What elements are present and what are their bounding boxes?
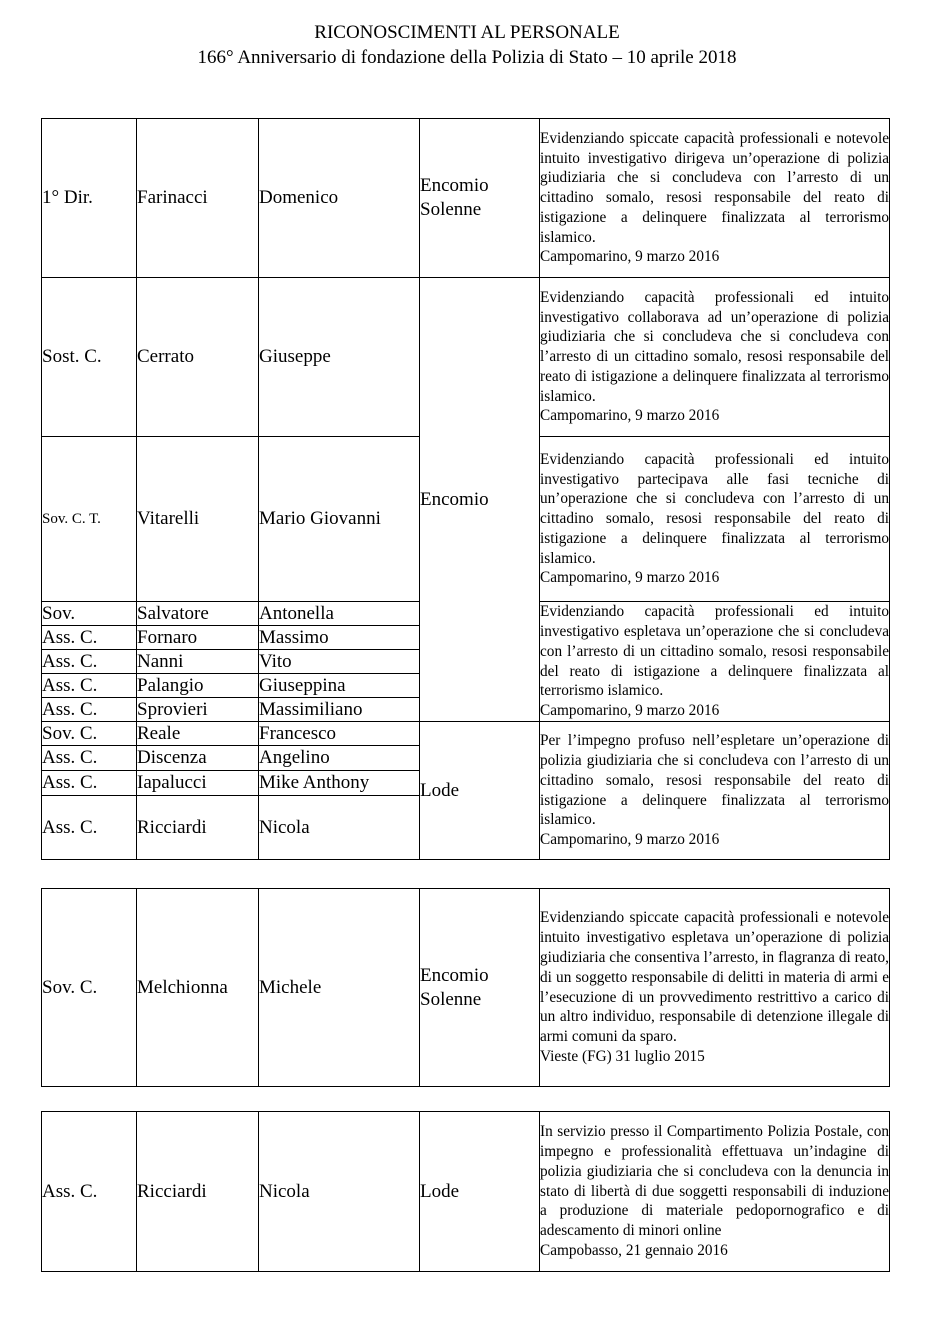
grade-cell: Ass. C. (42, 674, 137, 698)
name-cell: Francesco (259, 722, 420, 746)
table-row (42, 278, 890, 437)
awards-table-2 (41, 888, 890, 1087)
description-text: Evidenziando capacità professionali ed intuito investigativo partecipava alle fasi tecniche di un’operazione che si concludeva con l’arresto di un cittadino somalo, resosi responsabile del reato di istigazione a delinquere finalizzata al terrorismo islamico. (540, 450, 889, 567)
description-text: Per l’impegno profuso nell’espletare un’operazione di polizia giudiziaria che si concludeva con l’arresto di un cittadino somalo, resosi responsabile del reato di istigazione a delinquere finalizzata al terrorismo islamico. (540, 732, 889, 829)
table-row (42, 889, 890, 1087)
awards-table-1 (41, 118, 890, 860)
place-date: Campobasso, 21 gennaio 2016 (540, 1241, 728, 1259)
description-cell (540, 1112, 890, 1272)
grade-cell: Sov. C. T. (42, 437, 137, 602)
name-cell: Mike Anthony (259, 771, 420, 796)
document-subtitle: 166° Anniversario di fondazione della Polizia di Stato – 10 aprile 2018 (197, 47, 737, 68)
name-cell: Michele (259, 889, 420, 1087)
name-cell: Nicola (259, 1112, 420, 1272)
award-line: Lode (420, 779, 460, 801)
table-row (42, 119, 890, 278)
surname-cell: Iapalucci (137, 771, 259, 796)
surname-cell: Vitarelli (137, 437, 259, 602)
name-cell: Vito (259, 650, 420, 674)
award-line: Encomio (420, 175, 489, 196)
name-cell: Mario Giovanni (259, 437, 420, 602)
description-text: Evidenziando spiccate capacità professionali e notevole intuito investigativo dirigeva un’operazione di polizia giudiziaria che si concludeva con l’arresto di un cittadino somalo, resosi responsabile del reato di istigazione a delinquere finalizzata al terrorismo islamico. (540, 129, 889, 246)
name-cell: Massimo (259, 626, 420, 650)
grade-cell: Ass. C. (42, 746, 137, 771)
surname-cell: Cerrato (137, 278, 259, 437)
grade-cell: Sost. C. (42, 278, 137, 437)
surname-cell: Discenza (137, 746, 259, 771)
place-date: Campomarino, 9 marzo 2016 (540, 407, 720, 425)
place-date: Campomarino, 9 marzo 2016 (540, 248, 720, 266)
name-cell: Antonella (259, 602, 420, 626)
surname-cell: Farinacci (137, 119, 259, 278)
surname-cell: Reale (137, 722, 259, 746)
grade-cell: Ass. C. (42, 771, 137, 796)
description-cell (540, 722, 890, 860)
name-cell: Giuseppina (259, 674, 420, 698)
grade-cell: Ass. C. (42, 796, 137, 860)
description-cell (540, 278, 890, 437)
place-date: Campomarino, 9 marzo 2016 (540, 569, 720, 587)
award-cell (420, 1112, 540, 1272)
surname-cell: Nanni (137, 650, 259, 674)
award-line: Lode (420, 1180, 460, 1202)
surname-cell: Ricciardi (137, 796, 259, 860)
place-date: Vieste (FG) 31 luglio 2015 (540, 1047, 705, 1065)
name-cell: Massimiliano (259, 698, 420, 722)
table-row (42, 1112, 890, 1272)
description-cell (540, 119, 890, 278)
description-cell (540, 889, 890, 1087)
surname-cell: Salvatore (137, 602, 259, 626)
name-cell: Domenico (259, 119, 420, 278)
award-cell (420, 722, 540, 860)
description-text: Evidenziando capacità professionali ed intuito investigativo espletava un’operazione che si concludeva con l’arresto di un cittadino somalo, resosi responsabile del reato di istigazione a delinquere finalizzata al terrorismo islamico. (540, 603, 889, 700)
award-line: Solenne (420, 988, 482, 1010)
grade-cell: 1° Dir. (42, 119, 137, 278)
awards-table-3 (41, 1111, 890, 1272)
award-line: Encomio (420, 488, 489, 510)
surname-cell: Fornaro (137, 626, 259, 650)
document-title: RICONOSCIMENTI AL PERSONALE (314, 22, 620, 43)
award-cell (420, 889, 540, 1087)
surname-cell: Ricciardi (137, 1112, 259, 1272)
grade-cell: Ass. C. (42, 1112, 137, 1272)
name-cell: Nicola (259, 796, 420, 860)
name-cell: Angelino (259, 746, 420, 771)
grade-cell: Ass. C. (42, 650, 137, 674)
surname-cell: Sprovieri (137, 698, 259, 722)
award-cell (420, 278, 540, 722)
description-cell (540, 437, 890, 602)
table-row (42, 722, 890, 746)
description-cell (540, 602, 890, 722)
surname-cell: Melchionna (137, 889, 259, 1087)
award-cell (420, 119, 540, 278)
grade-cell: Ass. C. (42, 626, 137, 650)
place-date: Campomarino, 9 marzo 2016 (540, 702, 720, 720)
description-text: In servizio presso il Compartimento Polizia Postale, con impegno e professionalità effettuava un’indagine di polizia giudiziaria che si concludeva con la denuncia in stato di libertà di due soggetti responsabili di induzione a produzione di materiale pedopornografico e di adescamento di minori online (540, 1123, 889, 1240)
name-cell: Giuseppe (259, 278, 420, 437)
award-line: Solenne (420, 199, 482, 220)
description-text: Evidenziando spiccate capacità professionali e notevole intuito investigativo espletava un’operazione di polizia giudiziaria che consentiva l’arresto, in flagranza di reato, di un soggetto responsabile di delitti in materia di armi e l’esecuzione di un provvedimento restrittivo a carico di un altro individuo, responsabile di detenzione illegale di armi comuni da sparo. (540, 909, 889, 1046)
grade-cell: Sov. C. (42, 889, 137, 1087)
grade-cell: Ass. C. (42, 698, 137, 722)
place-date: Campomarino, 9 marzo 2016 (540, 831, 720, 849)
description-text: Evidenziando capacità professionali ed intuito investigativo collaborava ad un’operazione di polizia giudiziaria che si concludeva che si concludeva con l’arresto di un cittadino somalo, resosi responsabile del reato di istigazione a delinquere finalizzata al terrorismo islamico. (540, 288, 889, 405)
surname-cell: Palangio (137, 674, 259, 698)
grade-cell: Sov. (42, 602, 137, 626)
award-line: Encomio (420, 964, 489, 986)
grade-cell: Sov. C. (42, 722, 137, 746)
